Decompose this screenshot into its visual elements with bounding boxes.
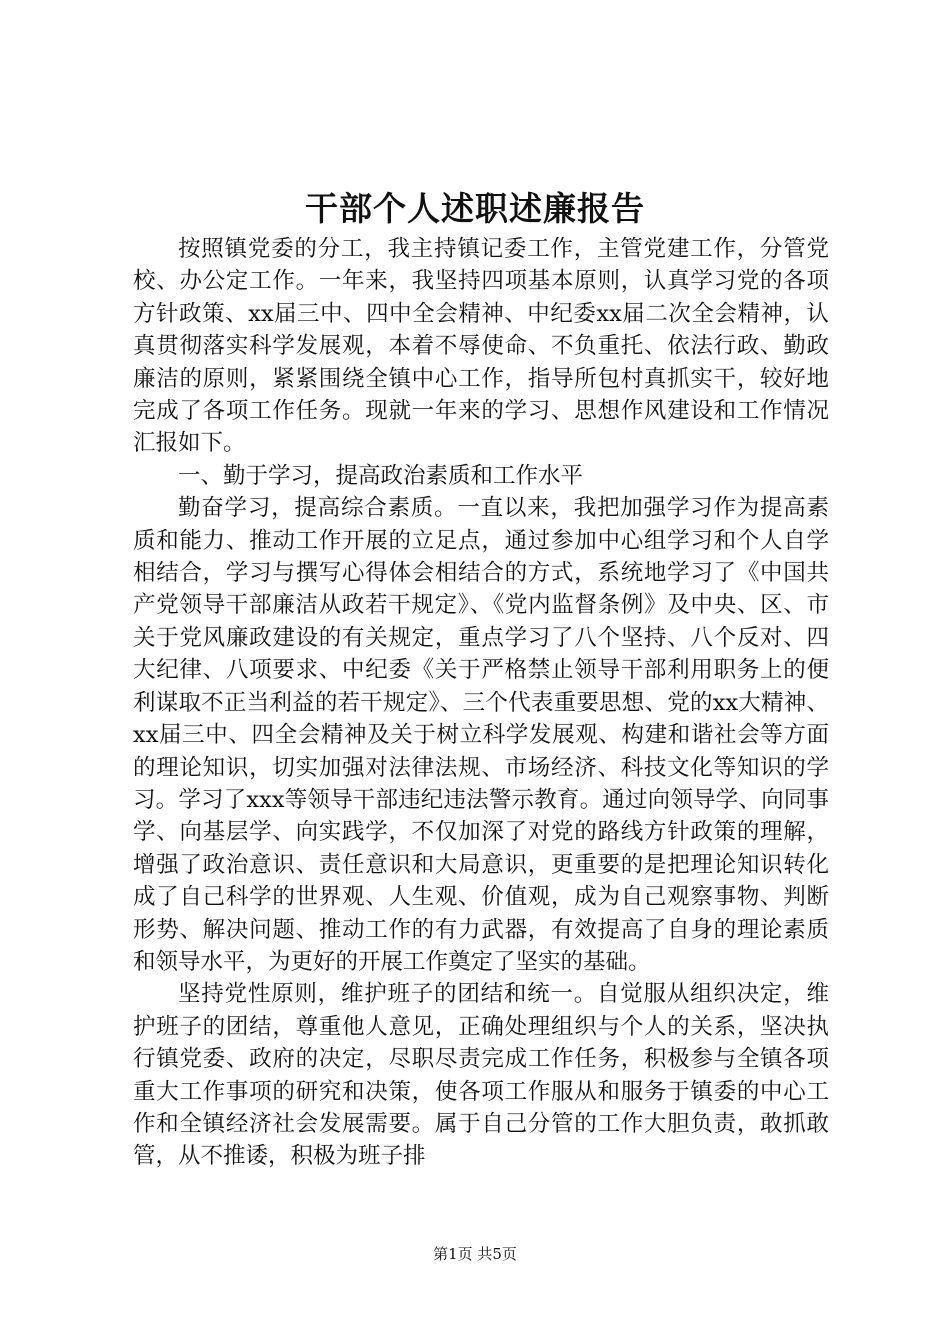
page-number: 第1页 共5页 [433,1245,517,1263]
paragraph-intro: 按照镇党委的分工，我主持镇记委工作，主管党建工作，分管党校、办公定工作。一年来，我坚持四项基本原则，认真学习党的各项方针政策、xx届三中、四中全会精神、中纪委xx届二次全会精神，认真贯彻落实科学发展观，本着不辱使命、不负重托、依法行政、勤政廉洁的原则，紧紧围绕全镇中心工作，指导所包村真抓实干，较好地完成了各项工作任务。现就一年来的学习、思想作风建设和工作情况汇报如下。 [133,236,829,457]
paragraph-study: 勤奋学习，提高综合素质。一直以来，我把加强学习作为提高素质和能力、推动工作开展的立足点，通过参加中心组学习和个人自学相结合，学习与撰写心得体会相结合的方式，系统地学习了《中国共产党领导干部廉洁从政若干规定》、《党内监督条例》及中央、区、市关于党风廉政建设的有关规定，重点学习了八个坚持、八个反对、四大纪律、八项要求、中纪委《关于严格禁止领导干部利用职务上的便利谋取不正当利益的若干规定》、三个代表重要思想、党的xx大精神、xx届三中、四全会精神及关于树立科学发展观、构建和谐社会等方面的理论知识，切实加强对法律法规、市场经济、科技文化等知识的学习。学习了xxx等领导干部违纪违法警示教育。通过向领导学、向同事学、向基层学、向实践学，不仅加深了对党的路线方针政策的理解，增强了政治意识、责任意识和大局意识，更重要的是把理论知识转化成了自己科学的世界观、人生观、价值观，成为自己观察事物、判断形势、解决问题、推动工作的有力武器，有效提高了自身的理论素质和领导水平，为更好的开展工作奠定了坚实的基础。 [133,495,829,975]
section-heading: 一、勤于学习，提高政治素质和工作水平 [178,462,584,489]
paragraph-party-spirit: 坚持党性原则，维护班子的团结和统一。自觉服从组织决定，维护班子的团结，尊重他人意见，正确处理组织与个人的关系，坚决执行镇党委、政府的决定，尽职尽责完成工作任务，积极参与全镇各项重大工作事项的研究和决策，使各项工作服从和服务于镇委的中心工作和全镇经济社会发展需要。属于自己分管的工作大胆负责，敢抓敢管，从不推诿，积极为班子排 [133,981,829,1170]
document-body [133,233,829,1173]
document-title: 干部个人述职述廉报告 [305,189,645,228]
